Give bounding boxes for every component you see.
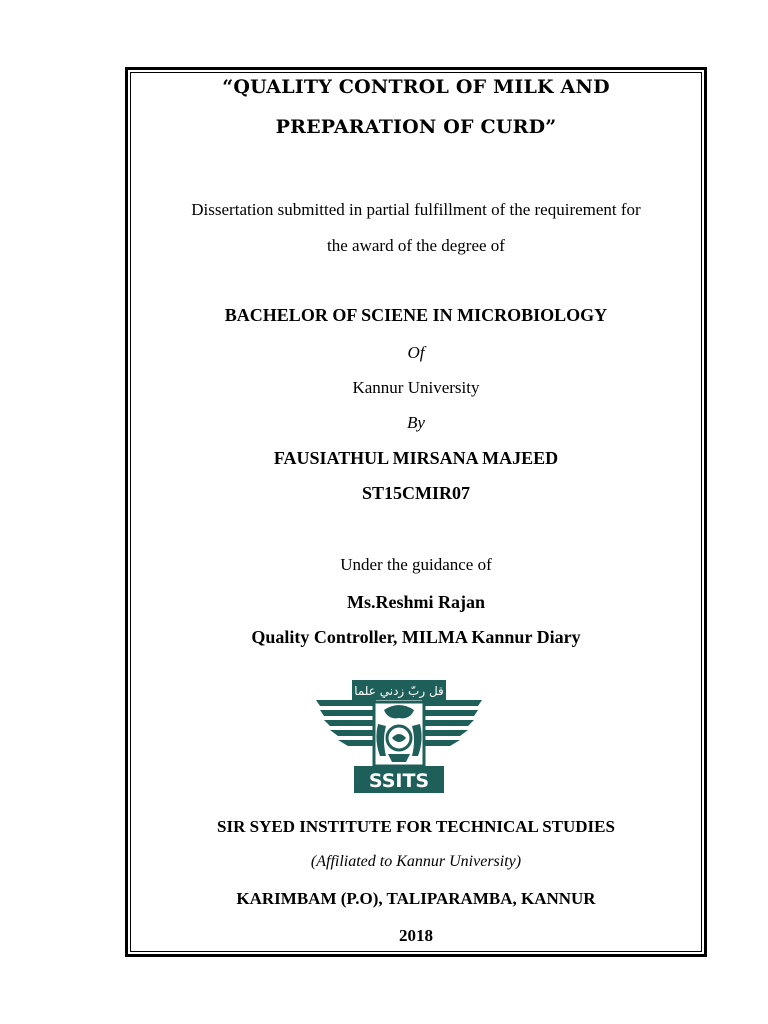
ssits-logo [314, 680, 484, 795]
dissertation-line-2: the award of the degree of [327, 236, 505, 255]
by-label: By [407, 413, 425, 432]
affiliation: (Affiliated to Kannur University) [310, 853, 522, 870]
guide-designation: Quality Controller, MILMA Kannur Diary [251, 627, 581, 647]
institute-address: KARIMBAM (P.O), TALIPARAMBA, KANNUR [236, 889, 596, 908]
title-line-2: PREPARATION OF CURD” [275, 116, 557, 138]
year: 2018 [399, 926, 433, 945]
title-line-1: “QUALITY CONTROL OF MILK AND [222, 76, 610, 98]
guide-name: Ms.Reshmi Rajan [347, 592, 485, 612]
register-number: ST15CMIR07 [361, 483, 470, 503]
student-name: FAUSIATHUL MIRSANA MAJEED [273, 448, 559, 468]
arabic-motto: قل ربّ زدني علما [354, 684, 444, 698]
dissertation-line-1: Dissertation submitted in partial fulfillment of the requirement for [191, 200, 641, 219]
logo-acronym: SSITS [368, 770, 430, 792]
university-name: Kannur University [352, 378, 480, 397]
guidance-label: Under the guidance of [340, 555, 492, 574]
degree-title: BACHELOR OF SCIENE IN MICROBIOLOGY [224, 305, 608, 325]
institute-name: SIR SYED INSTITUTE FOR TECHNICAL STUDIES [217, 817, 615, 836]
of-label: Of [407, 343, 425, 362]
